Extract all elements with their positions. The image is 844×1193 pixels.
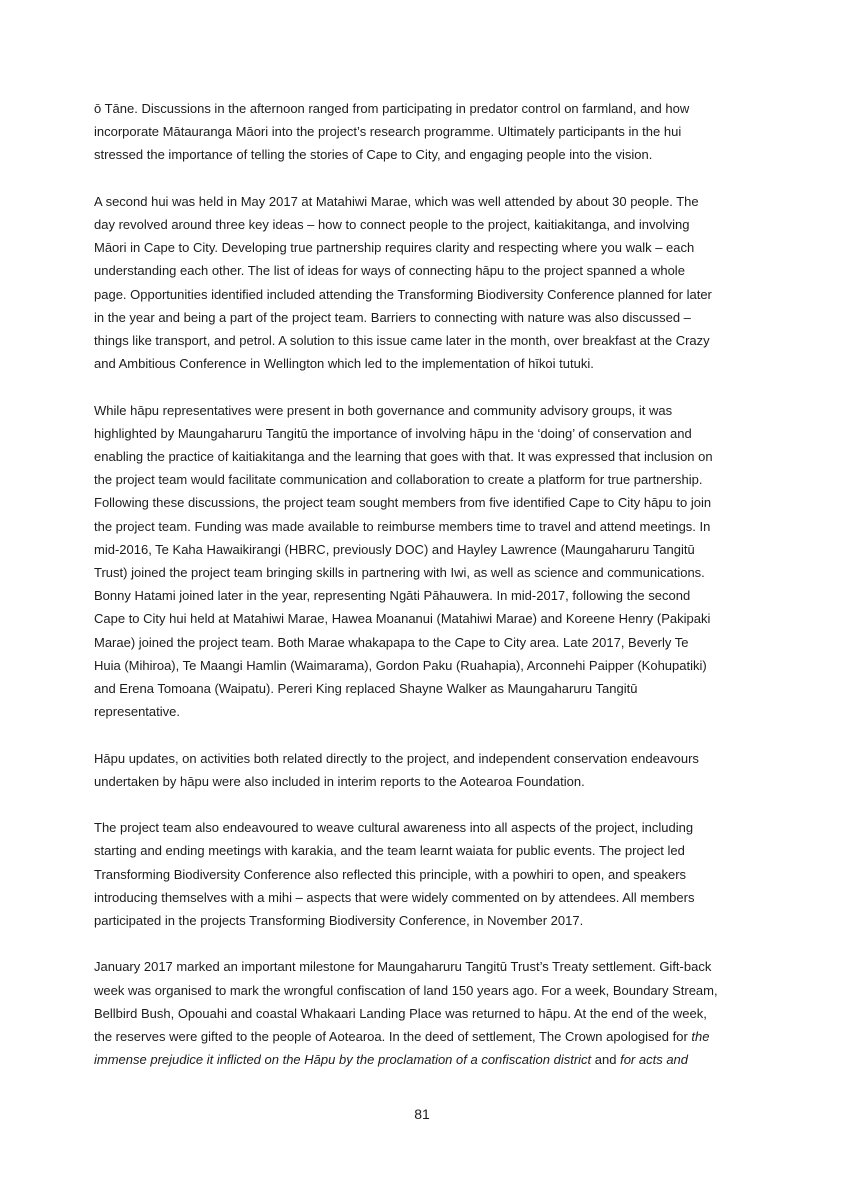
treaty-italic-quote-1: the immense prejudice it inflicted on the Hāpu by the proclamation of a confiscation district bbox=[94, 1029, 710, 1068]
paragraph-hapu-updates: Hāpu updates, on activities both related directly to the project, and independent conservation endeavours undertaken by hāpu were also included in interim reports to the Aotearoa Foundation. bbox=[94, 750, 699, 789]
page-number: 81 bbox=[414, 1106, 430, 1122]
document-page bbox=[94, 97, 754, 1095]
paragraph-hui-discussions: ō Tāne. Discussions in the afternoon ranged from participating in predator control on farmland, and how incorporate Mātauranga Māori into the project’s research programme. Ultimately participants in the hui stressed the importance of telling the stories of Cape to City, and engaging people into the vision. bbox=[94, 101, 690, 163]
treaty-text: January 2017 marked an important milestone for Maungaharuru Tangitū Trust’s Treaty settlement. Gift-back week was organised to mark the wrongful confiscation of land 150 years ago. For a week, Boundary Stream, Bellbird Bush, Opouahi and coastal Whakaari Landing Place was returned to hāpu. At the end of the week, the reserves were gifted to the people of Aotearoa. In the deed of settlement, The Crown apologised for bbox=[94, 959, 718, 1045]
paragraph-second-hui: A second hui was held in May 2017 at Matahiwi Marae, which was well attended by about 30 people. The day revolved around three key ideas – how to connect people to the project, kaitiakitanga, and involving Māori in Cape to City. Developing true partnership requires clarity and respecting where you walk – each understanding each other. The list of ideas for ways of connecting hāpu to the project spanned a whole page. Opportunities identified included attending the Transforming Biodiversity Conference planned for later in the year and being a part of the project team. Barriers to connecting with nature was also discussed – things like transport, and petrol. A solution to this issue came later in the month, over breakfast at the Crazy and Ambitious Conference in Wellington which led to the implementation of hīkoi tutuki. bbox=[94, 193, 712, 372]
paragraph-cultural-awareness: The project team also endeavoured to weave cultural awareness into all aspects of the project, including starting and ending meetings with karakia, and the team learnt waiata for public events. The project led Transforming Biodiversity Conference also reflected this principle, with a powhiri to open, and speakers introducing themselves with a mihi – aspects that were widely commented on by attendees. All members participated in the projects Transforming Biodiversity Conference, in November 2017. bbox=[94, 820, 695, 929]
paragraph-hapu-representatives: While hāpu representatives were present in both governance and community advisory groups, it was highlighted by Maungaharuru Tangitū the importance of involving hāpu in the ‘doing’ of conservation and enabling the practice of kaitiakitanga and the learning that goes with that. It was expressed that inclusion on the project team would facilitate communication and collaboration to create a platform for true partnership. Following these discussions, the project team sought members from five identified Cape to City hāpu to join the project team. Funding was made available to reimburse members time to travel and attend meetings. In mid-2016, Te Kaha Hawaikirangi (HBRC, previously DOC) and Hayley Lawrence (Maungaharuru Tangitū Trust) joined the project team bringing skills in partnering with Iwi, as well as science and communications. Bonny Hatami joined later in the year, representing Ngāti Pāhauwera. In mid-2017, following the second Cape to City hui held at Matahiwi Marae, Hawea Moananui (Matahiwi Marae) and Koreene Henry (Pakipaki Marae) joined the project team. Both Marae whakapapa to the Cape to City area. Late 2017, Beverly Te Huia (Mihiroa), Te Maangi Hamlin (Waimarama), Gordon Paku (Ruahapia), Arconnehi Paipper (Kohupatiki) and Erena Tomoana (Waipatu). Pereri King replaced Shayne Walker as Maungaharuru Tangitū representative. bbox=[94, 402, 713, 720]
paragraph-treaty-settlement bbox=[94, 955, 754, 1071]
treaty-joiner: and bbox=[591, 1052, 621, 1068]
treaty-italic-quote-2: for acts and bbox=[620, 1052, 689, 1068]
